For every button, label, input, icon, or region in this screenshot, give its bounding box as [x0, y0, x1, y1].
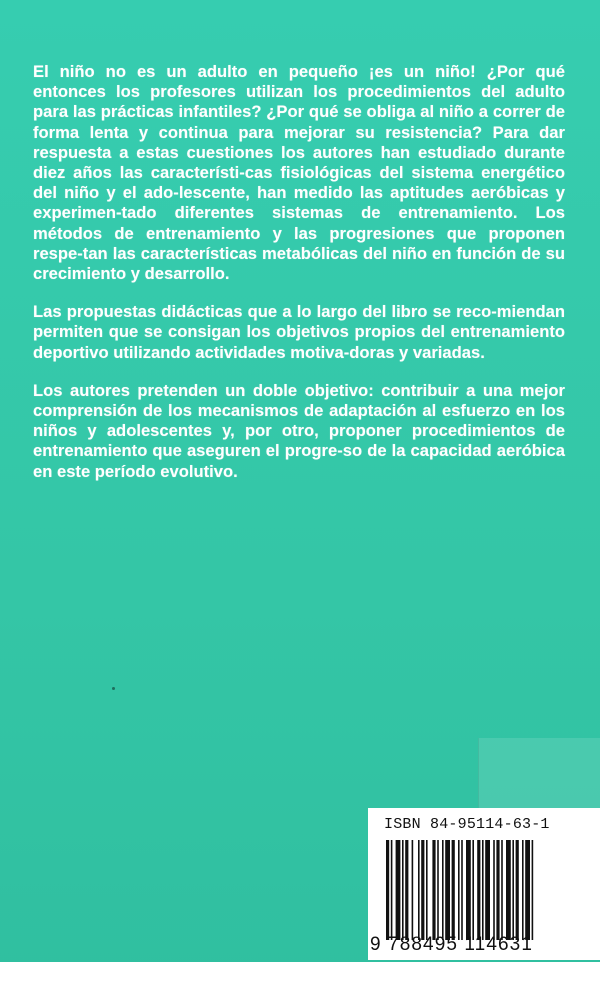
barcode-bars-icon — [384, 840, 584, 940]
print-speck — [112, 687, 115, 690]
blurb-paragraph-2: Las propuestas didácticas que a lo largo del libro se reco-miendan permiten que se consigan los objetivos propios del entrenamiento deportivo utilizando actividades motiva-doras y variadas. — [33, 302, 565, 362]
barcode-digits: 9 788495 114631 — [370, 934, 534, 955]
barcode-label — [368, 808, 600, 960]
page-bottom-edge — [0, 962, 600, 981]
isbn-text: ISBN 84-95114-63-1 — [384, 816, 550, 833]
blurb-paragraph-1: El niño no es un adulto en pequeño ¡es un niño! ¿Por qué entonces los profesores utilizan los procedimientos del adulto para las prácticas infantiles? ¿Por qué se obliga al niño a correr de forma lenta y continua para mejorar su resistencia? Para dar respuesta a estas cuestiones los autores han estudiado durante diez años las característi-cas fisiológicas del sistema energético del niño y el ado-lescente, han medido las aptitudes aeróbicas y experimen-tado diferentes sistemas de entrenamiento. Los métodos de entrenamiento y las progresiones que proponen respe-tan las características metabólicas del niño en función de su crecimiento y desarrollo. — [33, 62, 565, 284]
sticker-residue — [478, 738, 600, 818]
back-cover-blurb — [33, 62, 565, 500]
blurb-paragraph-3: Los autores pretenden un doble objetivo: contribuir a una mejor comprensión de los mecanismos de adaptación al esfuerzo en los niños y adolescentes y, por otro, proponer procedimientos de entrenamiento que aseguren el progre-so de la capacidad aeróbica en este período evolutivo. — [33, 380, 565, 481]
